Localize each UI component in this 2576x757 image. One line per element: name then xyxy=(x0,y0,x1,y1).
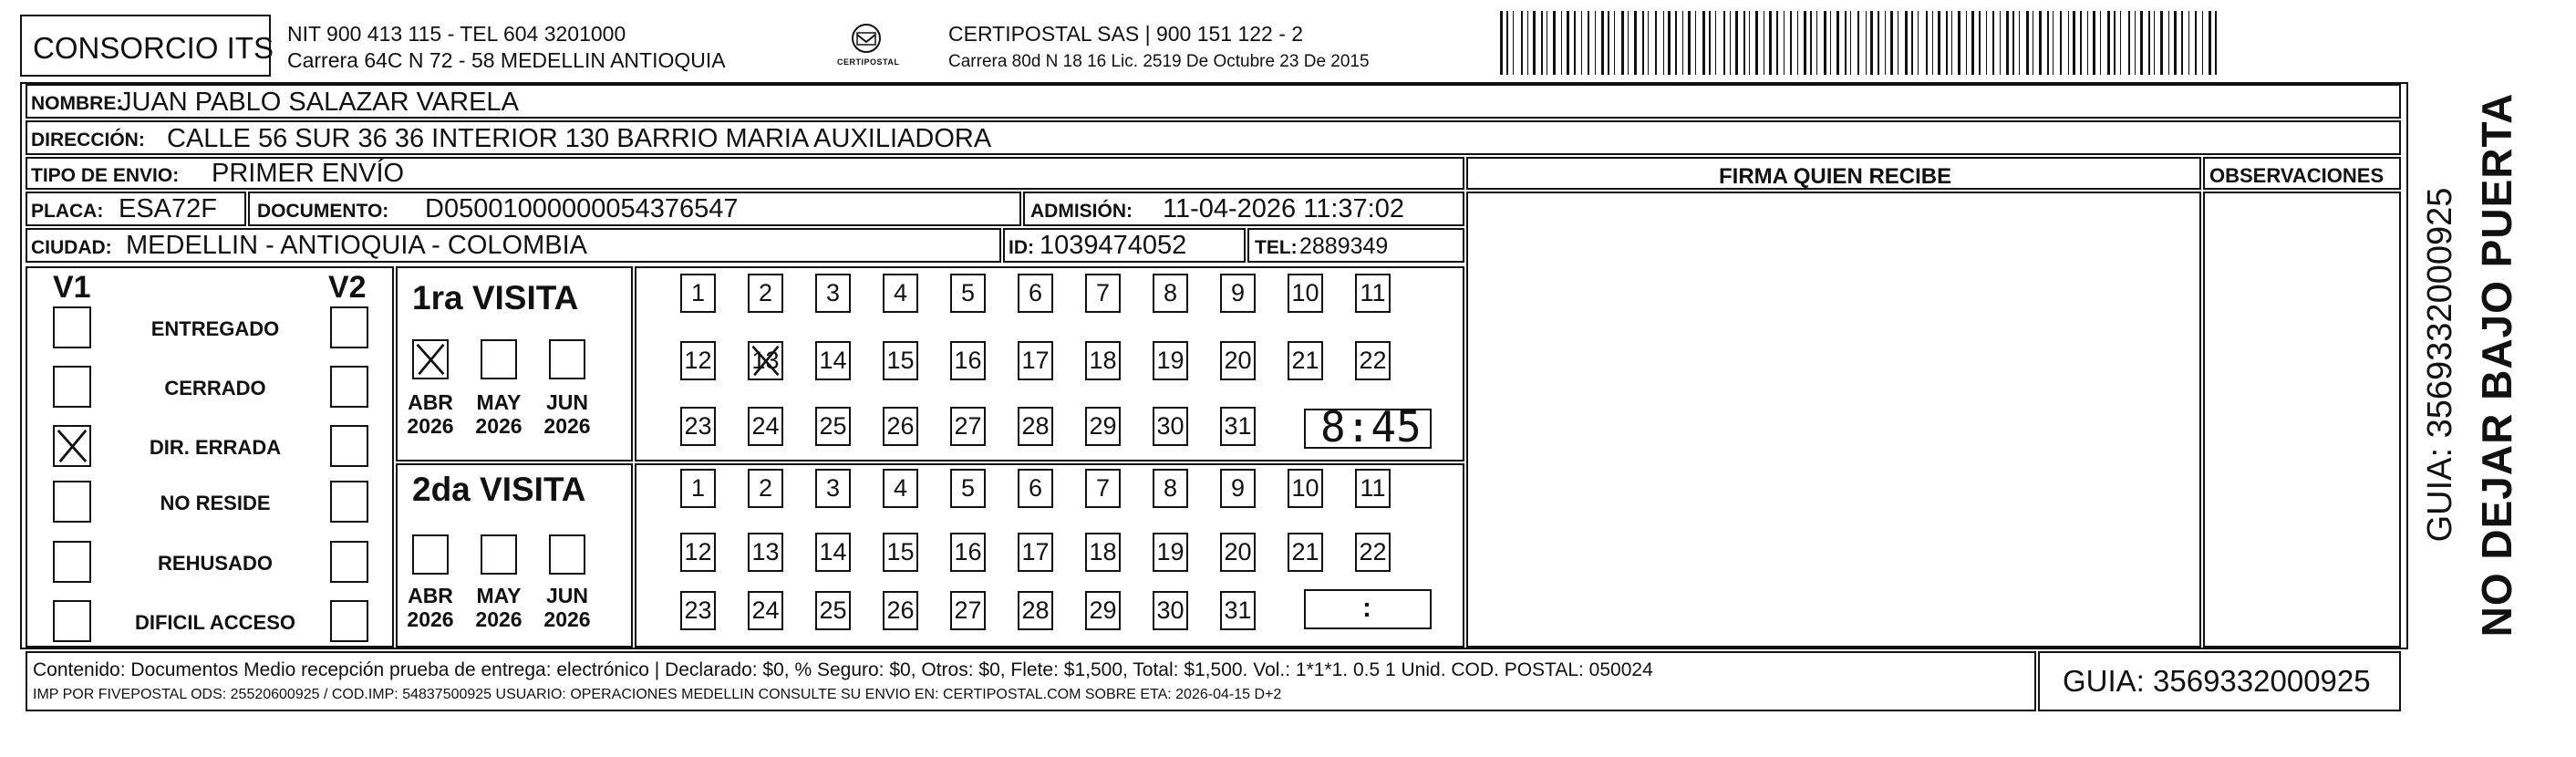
v1-checkbox[interactable] xyxy=(53,541,91,583)
documento-label: DOCUMENTO: xyxy=(257,201,389,222)
placa-value: ESA72F xyxy=(119,194,217,223)
first-visit-day[interactable]: 1 xyxy=(680,274,716,313)
first-visit-day[interactable]: 17 xyxy=(1018,341,1053,380)
second-visit-day[interactable]: 8 xyxy=(1153,469,1188,508)
second-visit-day[interactable]: 20 xyxy=(1220,533,1256,572)
second-visit-day[interactable]: 29 xyxy=(1085,591,1121,630)
v2-checkbox[interactable] xyxy=(330,366,368,408)
second-visit-day[interactable]: 18 xyxy=(1085,533,1121,572)
second-visit-day[interactable]: 16 xyxy=(950,533,986,572)
second-visit-day[interactable]: 3 xyxy=(815,469,851,508)
v2-checkbox[interactable] xyxy=(330,306,368,348)
v1-checkbox[interactable] xyxy=(53,366,91,408)
documento-value: D05001000000054376547 xyxy=(425,194,739,223)
second-visit-month-label: MAY 2026 xyxy=(475,584,522,632)
first-visit-month-checkbox[interactable] xyxy=(481,339,517,379)
first-visit-day[interactable]: 4 xyxy=(883,274,918,313)
side-guia: GUIA: 3569332000925 xyxy=(2421,187,2459,543)
status-label: REHUSADO xyxy=(158,552,273,575)
second-visit-day[interactable]: 31 xyxy=(1220,591,1256,630)
first-visit-day[interactable]: 25 xyxy=(815,407,851,446)
first-visit-day[interactable]: 16 xyxy=(950,341,986,380)
carrier-address: Carrera 80d N 18 16 Lic. 2519 De Octubre 23 De 2015 xyxy=(948,52,1370,71)
first-visit-day[interactable]: 6 xyxy=(1018,274,1053,313)
admision-label: ADMISIÓN: xyxy=(1030,201,1133,222)
barcode-icon xyxy=(1500,11,2229,75)
second-visit-day[interactable]: 26 xyxy=(883,591,918,630)
direccion-label: DIRECCIÓN: xyxy=(31,130,145,150)
first-visit-day[interactable]: 29 xyxy=(1085,407,1121,446)
first-visit-day[interactable]: 11 xyxy=(1355,274,1391,313)
second-visit-day[interactable]: 30 xyxy=(1153,591,1188,630)
side-text xyxy=(2416,82,2526,648)
footer-guia: GUIA: 3569332000925 xyxy=(2063,664,2371,698)
nombre-label: NOMBRE: xyxy=(31,93,123,114)
first-visit-day[interactable]: 20 xyxy=(1220,341,1256,380)
first-visit-day[interactable]: 23 xyxy=(680,407,716,446)
footer-contenido: Contenido: Documentos Medio recepción prueba de entrega: electrónico | Declarado: $0, % Seguro: $0, Otros: $0, Flete: $1,500, Total: $1,500. Vol.: 1*1*1. 0.5 1 Unid. COD. POSTAL: 050024 xyxy=(33,659,1653,680)
status-label: DIR. ERRADA xyxy=(149,436,282,459)
first-visit-time: 8:45 xyxy=(1320,402,1422,451)
second-visit-time: : xyxy=(1362,593,1371,623)
status-label: CERRADO xyxy=(164,377,266,399)
second-visit-day[interactable]: 6 xyxy=(1018,469,1053,508)
certipostal-logo xyxy=(834,20,898,75)
second-visit-day[interactable]: 1 xyxy=(680,469,716,508)
second-visit-day[interactable]: 17 xyxy=(1018,533,1053,572)
side-warning: NO DEJAR BAJO PUERTA xyxy=(2473,92,2520,638)
v2-checkbox[interactable] xyxy=(330,481,368,523)
first-visit-day[interactable]: 10 xyxy=(1288,274,1323,313)
admision-value: 11-04-2026 11:37:02 xyxy=(1163,194,1404,223)
second-visit-month-label: JUN 2026 xyxy=(543,584,591,632)
first-visit-day[interactable]: 12 xyxy=(680,341,716,380)
first-visit-day[interactable]: 15 xyxy=(883,341,918,380)
second-visit-day[interactable]: 19 xyxy=(1153,533,1188,572)
firma-area[interactable] xyxy=(1466,192,2201,648)
second-visit-day[interactable]: 2 xyxy=(748,469,783,508)
first-visit-day[interactable]: 9 xyxy=(1220,274,1256,313)
ciudad-value: MEDELLIN - ANTIOQUIA - COLOMBIA xyxy=(126,231,587,260)
second-visit-month-checkbox[interactable] xyxy=(549,534,585,575)
second-visit-day[interactable]: 21 xyxy=(1288,533,1323,572)
second-visit-month-checkbox[interactable] xyxy=(412,534,449,575)
company-nit-tel: NIT 900 413 115 - TEL 604 3201000 xyxy=(287,22,626,46)
v1-label: V1 xyxy=(53,270,91,305)
first-visit-day[interactable]: 28 xyxy=(1018,407,1053,446)
v1-checkbox[interactable] xyxy=(53,306,91,348)
second-visit-month-checkbox[interactable] xyxy=(481,534,517,575)
tel-value: 2889349 xyxy=(1299,233,1389,259)
second-visit-title: 2da VISITA xyxy=(412,471,586,508)
v2-checkbox[interactable] xyxy=(330,600,368,642)
company-address: Carrera 64C N 72 - 58 MEDELLIN ANTIOQUIA xyxy=(287,48,726,72)
first-visit-title: 1ra VISITA xyxy=(412,279,579,316)
first-visit-day[interactable]: 3 xyxy=(815,274,851,313)
second-visit-day[interactable]: 24 xyxy=(748,591,783,630)
first-visit-day[interactable]: 8 xyxy=(1153,274,1188,313)
v2-checkbox[interactable] xyxy=(330,541,368,583)
company-name: CONSORCIO ITS xyxy=(33,31,274,65)
first-visit-day[interactable]: 26 xyxy=(883,407,918,446)
observaciones-area[interactable] xyxy=(2203,192,2401,648)
v2-checkbox[interactable] xyxy=(330,425,368,467)
first-visit-day[interactable]: 27 xyxy=(950,407,986,446)
first-visit-day[interactable]: 31 xyxy=(1220,407,1256,446)
second-visit-day[interactable]: 14 xyxy=(815,533,851,572)
second-visit-day[interactable]: 22 xyxy=(1355,533,1391,572)
first-visit-day[interactable]: 5 xyxy=(950,274,986,313)
tipo-envio-value: PRIMER ENVÍO xyxy=(212,159,405,188)
carrier-name: CERTIPOSTAL SAS | 900 151 122 - 2 xyxy=(948,22,1304,46)
id-label: ID: xyxy=(1009,237,1034,258)
first-visit-month-checkbox[interactable] xyxy=(412,339,449,379)
direccion-value: CALLE 56 SUR 36 36 INTERIOR 130 BARRIO MARIA AUXILIADORA xyxy=(167,124,992,153)
barcode xyxy=(1500,11,2229,75)
v1-checkbox[interactable] xyxy=(53,481,91,523)
second-visit-month-label: ABR 2026 xyxy=(407,584,454,632)
second-visit-day[interactable]: 23 xyxy=(680,591,716,630)
first-visit-month-label: JUN 2026 xyxy=(543,390,591,439)
v1-checkbox[interactable] xyxy=(53,425,91,467)
second-visit-day[interactable]: 10 xyxy=(1288,469,1323,508)
second-visit-day[interactable]: 13 xyxy=(748,533,783,572)
first-visit-day[interactable]: 21 xyxy=(1288,341,1323,380)
tipo-envio-label: TIPO DE ENVIO: xyxy=(31,165,180,186)
status-label: ENTREGADO xyxy=(150,317,280,340)
first-visit-month-checkbox[interactable] xyxy=(549,339,585,379)
second-visit-day[interactable]: 15 xyxy=(883,533,918,572)
status-label: NO RESIDE xyxy=(160,492,271,514)
first-visit-day[interactable]: 30 xyxy=(1153,407,1188,446)
first-visit-day[interactable]: 24 xyxy=(748,407,783,446)
second-visit-day[interactable]: 11 xyxy=(1355,469,1391,508)
first-visit-day[interactable]: 13 xyxy=(748,341,783,380)
nombre-value: JUAN PABLO SALAZAR VARELA xyxy=(119,88,519,117)
second-visit-day[interactable]: 9 xyxy=(1220,469,1256,508)
document-header xyxy=(0,0,2576,82)
firma-header-label: FIRMA QUIEN RECIBE xyxy=(1719,164,1952,189)
observaciones-header-label: OBSERVACIONES xyxy=(2209,164,2385,187)
second-visit-day[interactable]: 27 xyxy=(950,591,986,630)
v1-checkbox[interactable] xyxy=(53,600,91,642)
second-visit-day[interactable]: 12 xyxy=(680,533,716,572)
first-visit-day[interactable]: 2 xyxy=(748,274,783,313)
second-visit-day[interactable]: 5 xyxy=(950,469,986,508)
first-visit-month-label: ABR 2026 xyxy=(407,390,454,439)
ciudad-label: CIUDAD: xyxy=(31,237,112,258)
tel-label: TEL: xyxy=(1255,237,1298,258)
first-visit-day[interactable]: 19 xyxy=(1153,341,1188,380)
second-visit-day[interactable]: 25 xyxy=(815,591,851,630)
id-value: 1039474052 xyxy=(1040,231,1187,260)
logo-label: CERTIPOSTAL xyxy=(837,57,900,67)
first-visit-day[interactable]: 14 xyxy=(815,341,851,380)
status-label: DIFICIL ACCESO xyxy=(134,611,295,634)
second-visit-day[interactable]: 7 xyxy=(1085,469,1121,508)
second-visit-day[interactable]: 4 xyxy=(883,469,918,508)
v2-label: V2 xyxy=(328,270,367,305)
first-visit-day[interactable]: 22 xyxy=(1355,341,1391,380)
first-visit-day[interactable]: 18 xyxy=(1085,341,1121,380)
first-visit-month-label: MAY 2026 xyxy=(475,390,522,439)
envelope-icon xyxy=(834,20,898,75)
footer-imp: IMP POR FIVEPOSTAL ODS: 25520600925 / COD.IMP: 54837500925 USUARIO: OPERACIONES MEDELLIN CONSULTE SU ENVIO EN: CERTIPOSTAL.COM SOBRE ETA: 2026-04-15 D+2 xyxy=(33,687,1282,702)
second-visit-day[interactable]: 28 xyxy=(1018,591,1053,630)
first-visit-day[interactable]: 7 xyxy=(1085,274,1121,313)
placa-label: PLACA: xyxy=(31,201,104,222)
